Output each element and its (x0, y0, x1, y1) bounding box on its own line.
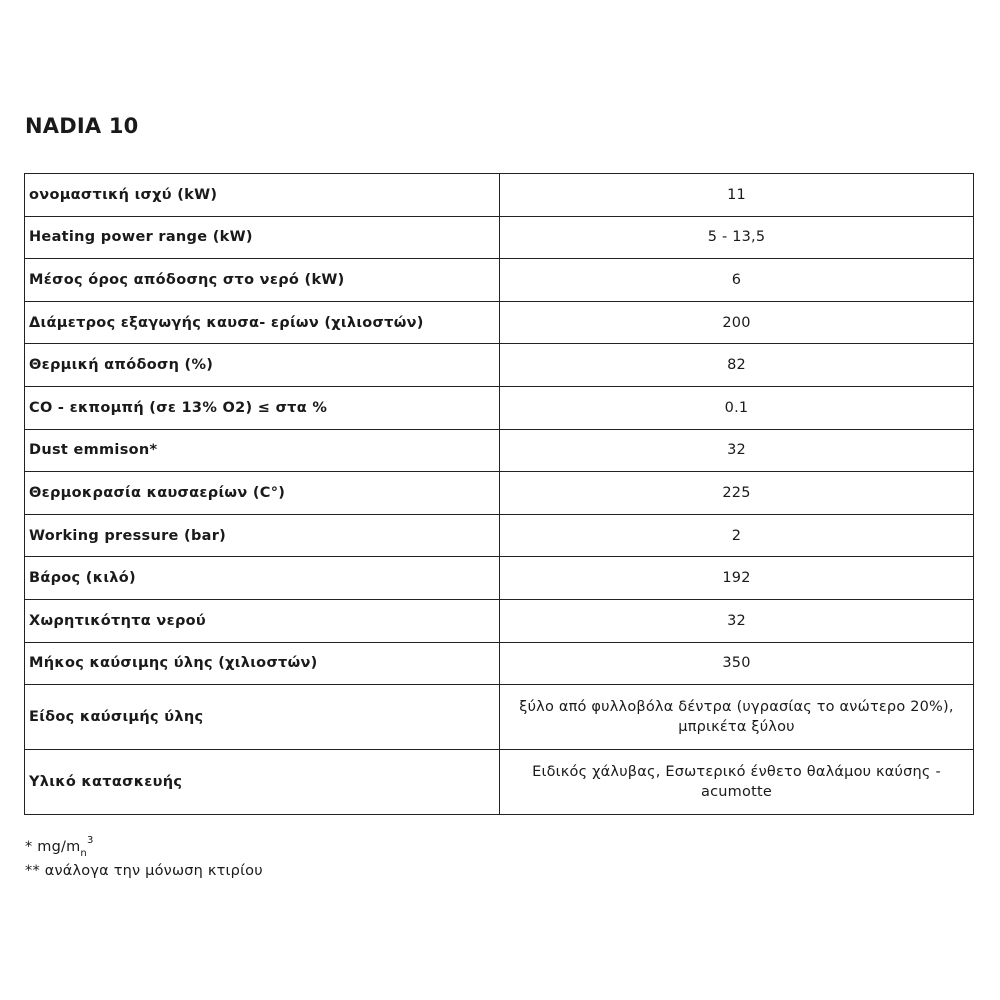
table-row (25, 685, 974, 750)
table-row (25, 557, 974, 600)
table-row (25, 599, 974, 642)
table-row (25, 472, 974, 515)
spec-value: 11 (500, 174, 974, 217)
spec-label: Βάρος (κιλό) (25, 557, 500, 600)
spec-value: 6 (500, 259, 974, 302)
table-row (25, 514, 974, 557)
spec-label: Χωρητικότητα νερού (25, 599, 500, 642)
table-row (25, 301, 974, 344)
page-title: NADIA 10 (25, 114, 139, 138)
spec-value: 32 (500, 429, 974, 472)
spec-value: 225 (500, 472, 974, 515)
spec-value: 192 (500, 557, 974, 600)
table-row (25, 216, 974, 259)
spec-value: 2 (500, 514, 974, 557)
spec-value-line: μπρικέτα ξύλου (678, 719, 795, 736)
spec-label: Working pressure (bar) (25, 514, 500, 557)
spec-label: Είδος καύσιμής ύλης (25, 685, 500, 750)
spec-label: Heating power range (kW) (25, 216, 500, 259)
spec-value-line: Ειδικός χάλυβας, Εσωτερικό ένθετο θαλάμου καύσης - (532, 764, 941, 781)
spec-value: 32 (500, 599, 974, 642)
spec-value (500, 685, 974, 750)
footnote-unit (25, 836, 263, 860)
table-row (25, 750, 974, 815)
spec-table (24, 173, 974, 815)
spec-label: Διάμετρος εξαγωγής καυσα- ερίων (χιλιοστών) (25, 301, 500, 344)
footnote-insulation: ** ανάλογα την μόνωση κτιρίου (25, 863, 263, 879)
spec-label: Μήκος καύσιμης ύλης (χιλιοστών) (25, 642, 500, 685)
table-row (25, 429, 974, 472)
spec-label: Dust emmison* (25, 429, 500, 472)
table-row (25, 174, 974, 217)
table-row (25, 642, 974, 685)
spec-label: Μέσος όρος απόδοσης στο νερό (kW) (25, 259, 500, 302)
spec-label: Θερμοκρασία καυσαερίων (C°) (25, 472, 500, 515)
spec-label: Θερμική απόδοση (%) (25, 344, 500, 387)
spec-label: Υλικό κατασκευής (25, 750, 500, 815)
footnote-unit-text: * mg/m (25, 839, 81, 855)
spec-value: 200 (500, 301, 974, 344)
spec-value: 82 (500, 344, 974, 387)
spec-value: 0.1 (500, 386, 974, 429)
table-row (25, 344, 974, 387)
spec-label: CO - εκπομπή (σε 13% O2) ≤ στα % (25, 386, 500, 429)
spec-value: 5 - 13,5 (500, 216, 974, 259)
footnote-unit-subscript: n (80, 848, 87, 859)
spec-value-line: ξύλο από φυλλοβόλα δέντρα (υγρασίας το ανώτερο 20%), (519, 699, 954, 716)
spec-value (500, 750, 974, 815)
footnote-unit-superscript: 3 (86, 835, 94, 846)
table-row (25, 259, 974, 302)
spec-label: ονομαστική ισχύ (kW) (25, 174, 500, 217)
table-row (25, 386, 974, 429)
spec-value-line: acumotte (701, 784, 772, 801)
spec-value: 350 (500, 642, 974, 685)
footnotes (25, 836, 263, 883)
